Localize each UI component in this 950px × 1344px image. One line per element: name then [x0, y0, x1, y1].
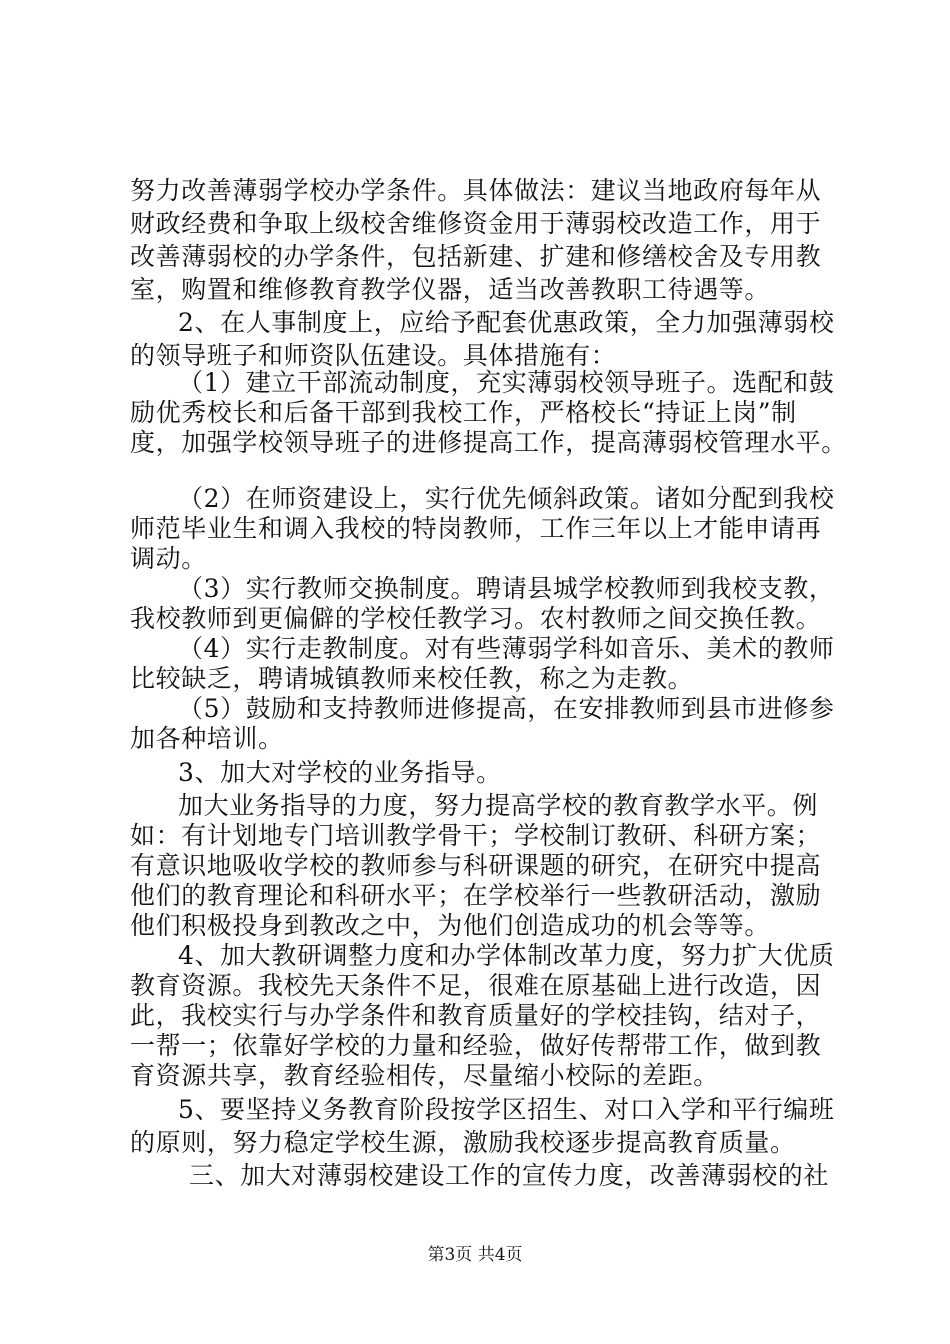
text-line: 励优秀校长和后备干部到我校工作，严格校长“持证上岗”制	[130, 398, 797, 427]
text-line: 的领导班子和师资队伍建设。具体措施有：	[130, 341, 617, 370]
text-line: 教育资源。我校先天条件不足，很难在原基础上进行改造，因	[130, 971, 822, 1000]
text-line: （3）实行教师交换制度。聘请县城学校教师到我校支教，	[178, 574, 835, 603]
text-line: 4、加大教研调整力度和办学体制改革力度，努力扩大优质	[178, 941, 835, 970]
text-line: 育资源共享，教育经验相传，尽量缩小校际的差距。	[130, 1061, 719, 1090]
text-line: 三、加大对薄弱校建设工作的宣传力度，改善薄弱校的社	[189, 1161, 830, 1190]
text-line: 如：有计划地专门培训教学骨干；学校制订教研、科研方案；	[130, 821, 822, 850]
text-line: 比较缺乏，聘请城镇教师来校任教，称之为走教。	[130, 664, 694, 693]
text-line: 3、加大对学校的业务指导。	[178, 758, 502, 787]
text-line: 有意识地吸收学校的教师参与科研课题的研究，在研究中提高	[130, 851, 822, 880]
page-number: 第3页 共4页	[427, 1245, 523, 1265]
text-line: 我校教师到更偏僻的学校任教学习。农村教师之间交换任教。	[130, 604, 822, 633]
text-line: 努力改善薄弱学校办学条件。具体做法：建议当地政府每年从	[130, 176, 822, 205]
text-line: （4）实行走教制度。对有些薄弱学科如音乐、美术的教师	[178, 634, 835, 663]
text-line: 此，我校实行与办学条件和教育质量好的学校挂钩，结对子，	[130, 1001, 822, 1030]
text-line: 他们积极投身到教改之中，为他们创造成功的机会等等。	[130, 911, 771, 940]
text-line: 调动。	[130, 544, 207, 573]
text-line: 他们的教育理论和科研水平；在学校举行一些教研活动，激励	[130, 881, 822, 910]
text-line: 加各种培训。	[130, 724, 284, 753]
text-line: （5）鼓励和支持教师进修提高，在安排教师到县市进修参	[178, 694, 835, 723]
text-line: 室，购置和维修教育教学仪器，适当改善教职工待遇等。	[130, 275, 771, 304]
text-line: 2、在人事制度上，应给予配套优惠政策，全力加强薄弱校	[178, 308, 835, 337]
text-line: 改善薄弱校的办学条件，包括新建、扩建和修缮校舍及专用教	[130, 242, 822, 271]
text-line: 的原则，努力稳定学校生源，激励我校逐步提高教育质量。	[130, 1128, 796, 1157]
text-line: 一帮一；依靠好学校的力量和经验，做好传帮带工作，做到教	[130, 1031, 822, 1060]
text-line: 财政经费和争取上级校舍维修资金用于薄弱校改造工作，用于	[130, 209, 822, 238]
text-line: 度，加强学校领导班子的进修提高工作，提高薄弱校管理水平。	[130, 428, 847, 457]
text-line: （1）建立干部流动制度，充实薄弱校领导班子。选配和鼓	[178, 368, 835, 397]
text-line: 5、要坚持义务教育阶段按学区招生、对口入学和平行编班	[178, 1095, 835, 1124]
text-line: 加大业务指导的力度，努力提高学校的教育教学水平。例	[178, 791, 819, 820]
text-line: （2）在师资建设上，实行优先倾斜政策。诸如分配到我校	[178, 484, 835, 513]
text-line: 师范毕业生和调入我校的特岗教师，工作三年以上才能申请再	[130, 514, 822, 543]
